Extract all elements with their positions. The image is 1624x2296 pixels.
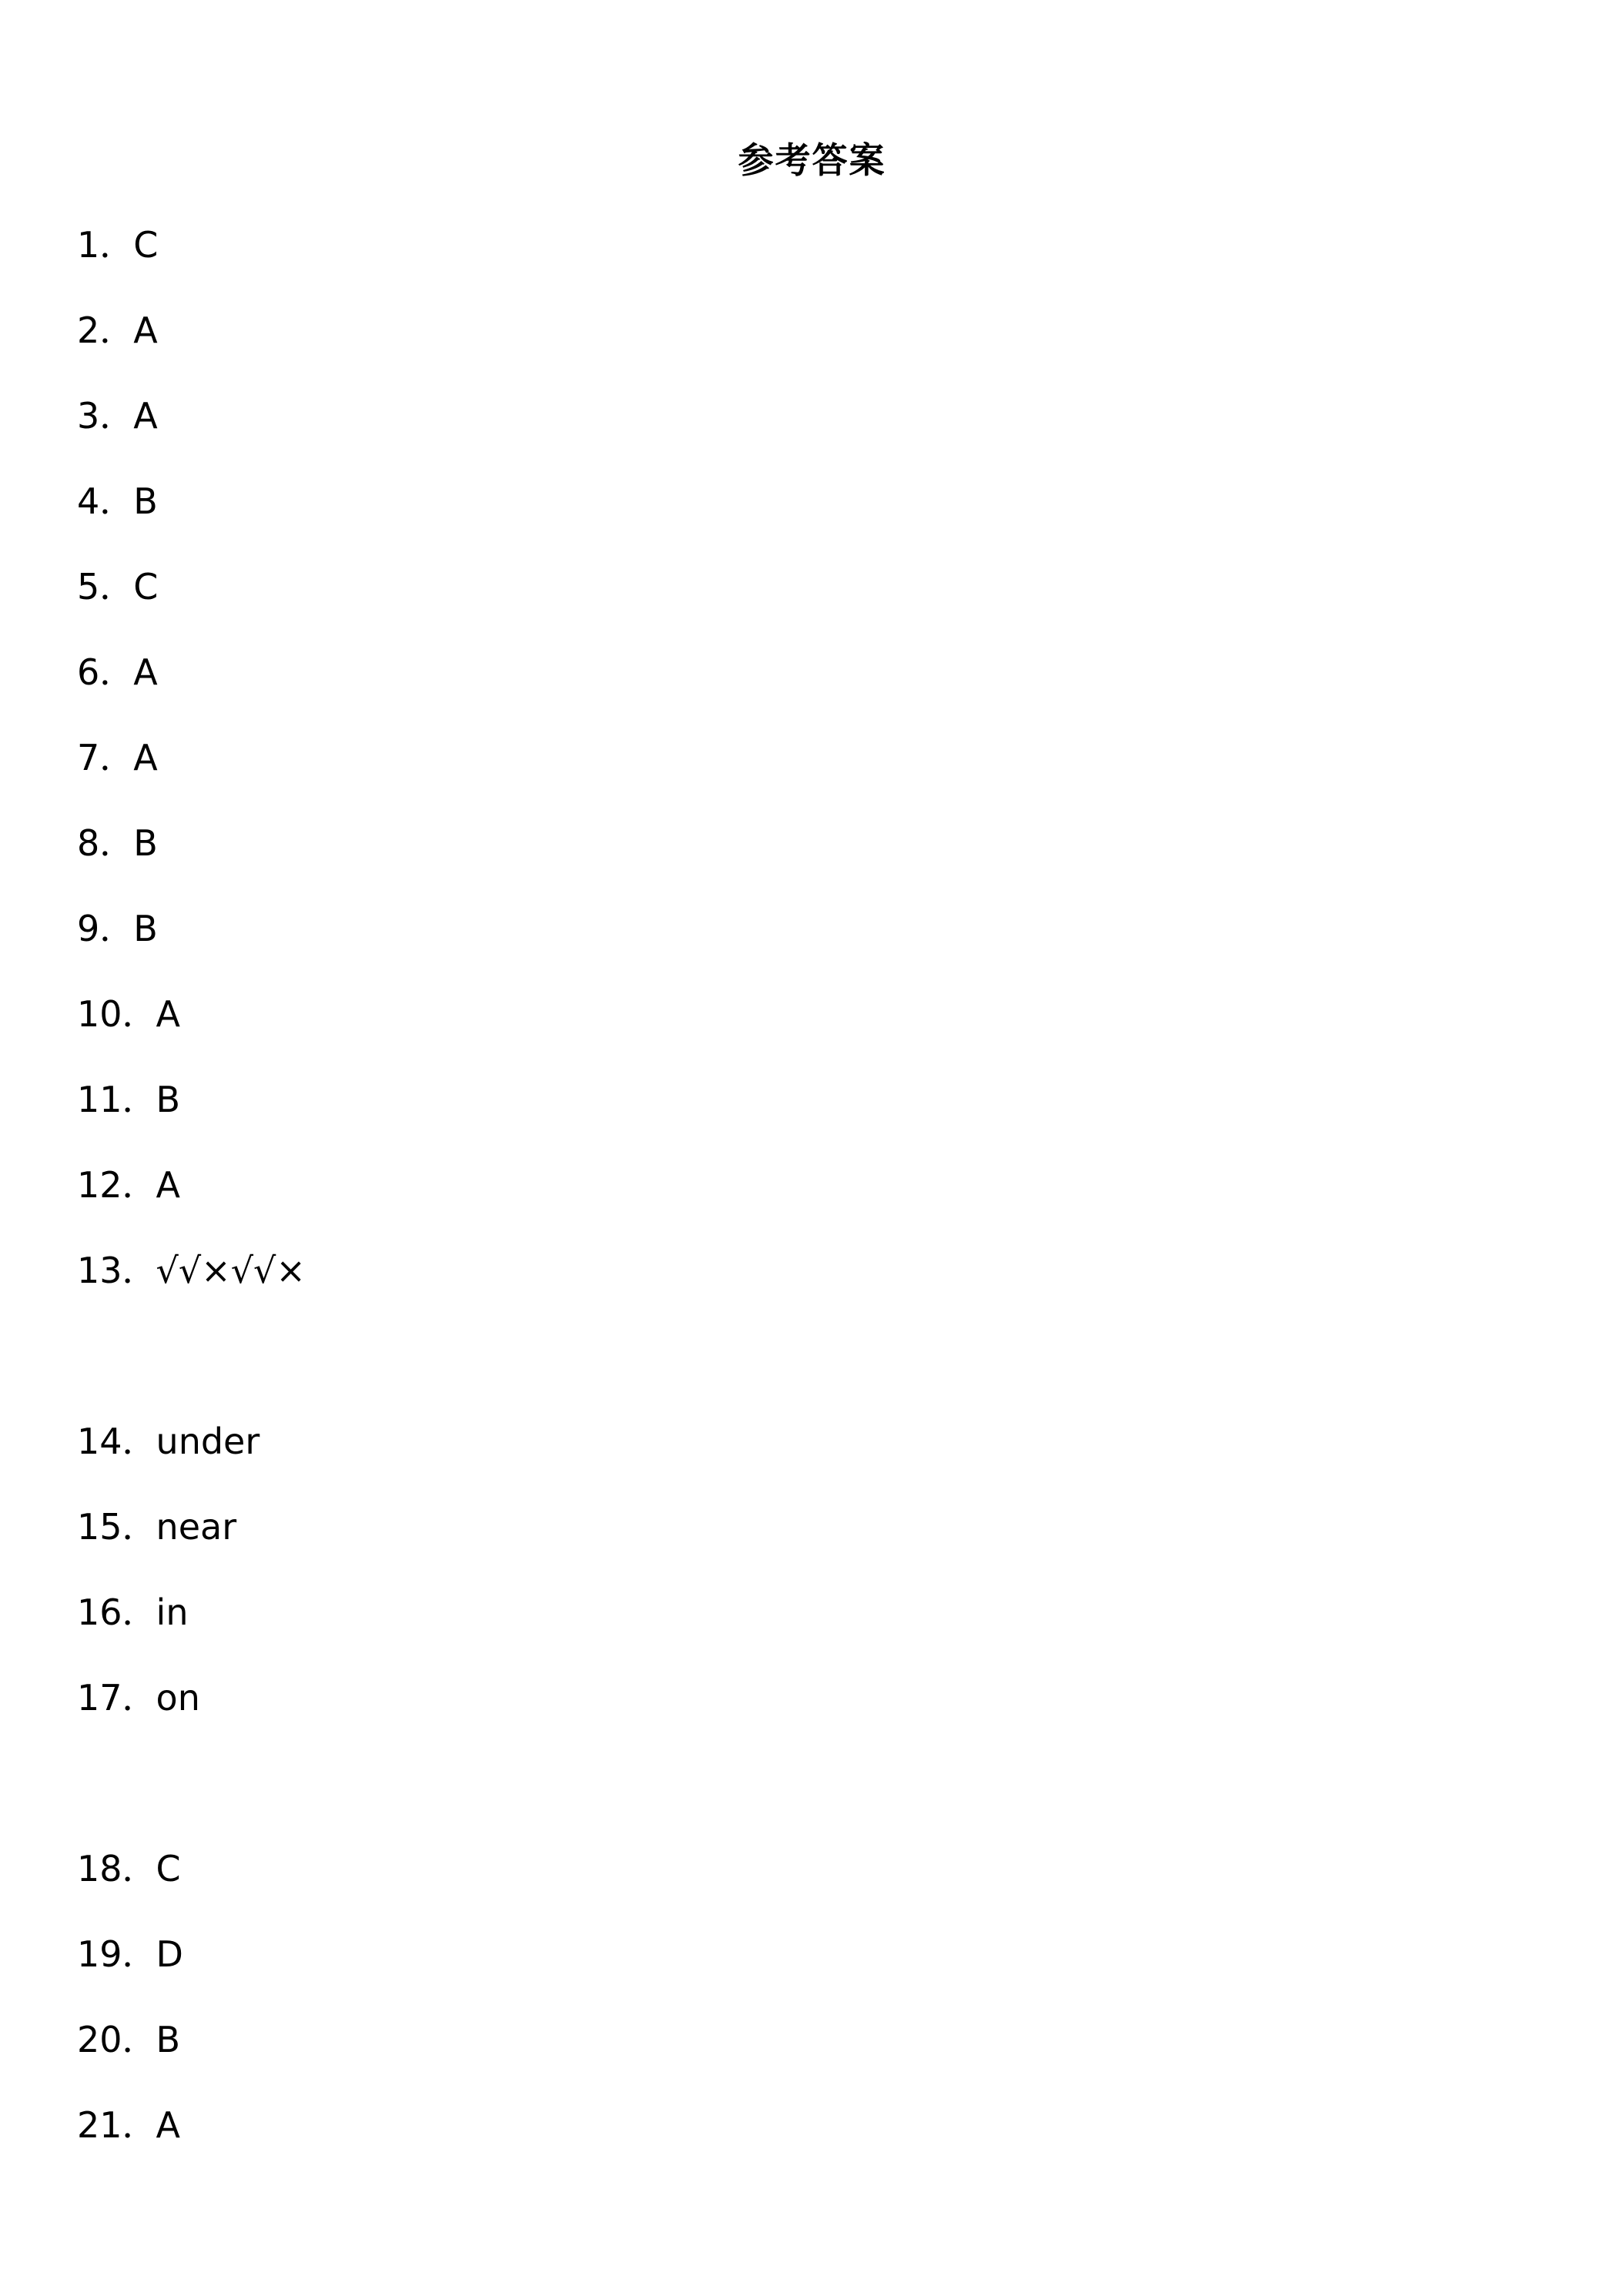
answer-item-12 — [77, 1162, 180, 1208]
number-separator: ． — [99, 310, 136, 351]
answer-item-13 — [77, 1247, 306, 1294]
number-separator: ． — [122, 1421, 158, 1462]
answer-value: A — [133, 651, 158, 693]
answer-item-7 — [77, 735, 158, 781]
question-number: 2 — [77, 310, 100, 351]
answer-value: B — [133, 822, 158, 864]
question-number: 13 — [77, 1250, 122, 1291]
question-number: 21 — [77, 2104, 122, 2146]
number-separator: ． — [122, 2019, 158, 2060]
number-separator: ． — [122, 1848, 158, 1889]
answer-value: B — [156, 2019, 181, 2060]
answer-item-10 — [77, 991, 180, 1037]
answer-value: C — [133, 224, 159, 266]
answer-value: in — [156, 1591, 189, 1633]
answer-item-21 — [77, 2102, 180, 2148]
answer-item-9 — [77, 905, 158, 952]
question-number: 4 — [77, 480, 100, 522]
question-number: 14 — [77, 1421, 122, 1462]
question-number: 5 — [77, 566, 100, 607]
answer-item-3 — [77, 393, 158, 439]
answer-value: C — [133, 566, 159, 607]
question-number: 8 — [77, 822, 100, 864]
answer-value: A — [133, 737, 158, 778]
answer-item-14 — [77, 1418, 260, 1464]
answer-value: A — [133, 310, 158, 351]
number-separator: ． — [122, 2104, 158, 2146]
question-number: 11 — [77, 1079, 122, 1120]
answer-value: A — [156, 1164, 181, 1206]
question-number: 20 — [77, 2019, 122, 2060]
question-number: 12 — [77, 1164, 122, 1206]
number-separator: ． — [122, 1506, 158, 1548]
question-number: 15 — [77, 1506, 122, 1548]
answer-item-19 — [77, 1931, 183, 1977]
question-number: 18 — [77, 1848, 122, 1889]
number-separator: ． — [99, 480, 136, 522]
answer-item-18 — [77, 1846, 181, 1892]
answer-item-16 — [77, 1589, 188, 1635]
question-number: 7 — [77, 737, 100, 778]
answer-value: B — [156, 1079, 181, 1120]
question-number: 9 — [77, 908, 100, 949]
number-separator: ． — [99, 651, 136, 693]
question-number: 10 — [77, 993, 122, 1035]
answer-value: A — [156, 2104, 181, 2146]
answer-item-20 — [77, 2017, 180, 2063]
answer-item-1 — [77, 222, 158, 268]
question-number: 3 — [77, 395, 100, 437]
answer-value: D — [156, 1933, 183, 1975]
answer-item-4 — [77, 478, 158, 524]
answer-item-15 — [77, 1504, 236, 1550]
question-number: 16 — [77, 1591, 122, 1633]
number-separator: ． — [99, 395, 136, 437]
answer-value: under — [156, 1421, 260, 1462]
number-separator: ． — [122, 1591, 158, 1633]
number-separator: ． — [122, 993, 158, 1035]
answer-value: near — [156, 1506, 237, 1548]
number-separator: ． — [99, 566, 136, 607]
number-separator: ． — [99, 908, 136, 949]
question-number: 17 — [77, 1677, 122, 1719]
number-separator: ． — [122, 1677, 158, 1719]
page-title: 参考答案 — [738, 139, 886, 181]
answer-item-2 — [77, 307, 158, 353]
question-number: 19 — [77, 1933, 122, 1975]
number-separator: ． — [99, 737, 136, 778]
number-separator: ． — [122, 1933, 158, 1975]
number-separator: ． — [99, 822, 136, 864]
answer-value: C — [156, 1848, 181, 1889]
answer-item-6 — [77, 649, 158, 695]
number-separator: ． — [122, 1079, 158, 1120]
number-separator: ． — [122, 1250, 158, 1291]
answer-value: √√×√√× — [156, 1250, 306, 1291]
answer-value: A — [133, 395, 158, 437]
answer-item-5 — [77, 564, 158, 610]
answer-value: on — [156, 1677, 200, 1719]
answer-item-8 — [77, 820, 158, 866]
question-number: 1 — [77, 224, 100, 266]
question-number: 6 — [77, 651, 100, 693]
answer-value: A — [156, 993, 181, 1035]
answer-item-17 — [77, 1675, 200, 1721]
answer-item-11 — [77, 1076, 180, 1123]
number-separator: ． — [99, 224, 136, 266]
answer-value: B — [133, 908, 158, 949]
number-separator: ． — [122, 1164, 158, 1206]
answer-value: B — [133, 480, 158, 522]
